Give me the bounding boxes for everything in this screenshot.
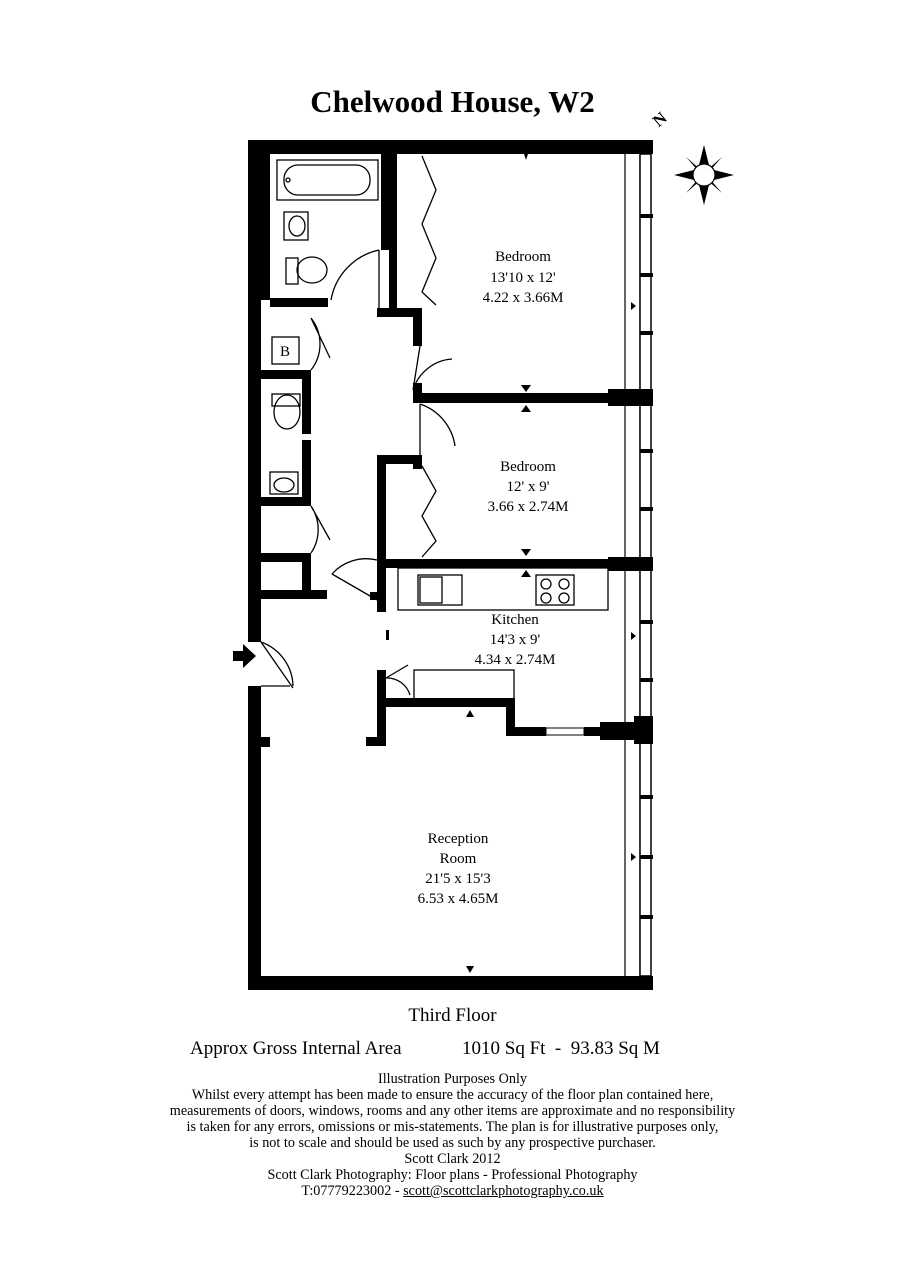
compass-rose-icon (674, 145, 734, 205)
wardrobe-door (422, 156, 436, 305)
kitchen-unit-door (386, 665, 410, 695)
hob-ring (559, 593, 569, 603)
room-size-imperial: 13'10 x 12' (490, 270, 556, 286)
room-size-metric: 3.66 x 2.74M (487, 499, 569, 515)
marker (521, 549, 531, 556)
column (608, 389, 653, 406)
window-mullion (640, 449, 653, 453)
marker (521, 385, 531, 392)
kitchen-wall-lower (584, 727, 604, 736)
area-value: 1010 Sq Ft - 93.83 Sq M (462, 1038, 660, 1059)
hob-ring (559, 579, 569, 589)
wardrobe-wall (389, 154, 397, 312)
kitchen-wall (386, 559, 608, 568)
bedroom1-wall (413, 308, 422, 346)
bedroom2-wall (413, 455, 422, 469)
room-size-imperial: 21'5 x 15'3 (425, 871, 491, 887)
marker (631, 632, 636, 640)
entrance-arrow-icon (233, 644, 256, 668)
window-mullion (640, 620, 653, 624)
entrance-wall (261, 737, 270, 747)
bedroom2-wall (377, 455, 386, 600)
wc-door (311, 506, 330, 553)
area-label: Approx Gross Internal Area (190, 1038, 402, 1059)
wall-left-upper (248, 140, 261, 642)
compass-label: N (648, 108, 671, 131)
window-mullion (640, 331, 653, 335)
wall-top (248, 140, 653, 154)
boiler-label: B (279, 344, 291, 360)
bath-inner (284, 165, 370, 195)
plan-title: Chelwood House, W2 (310, 84, 595, 119)
marker (521, 570, 531, 577)
window-mullion (640, 678, 653, 682)
room-size-imperial: 12' x 9' (506, 479, 550, 495)
room-size-metric: 4.22 x 3.66M (482, 290, 564, 306)
kitchen-wall (377, 590, 386, 612)
marker (466, 966, 474, 973)
bathroom-wall-bottom (270, 298, 328, 307)
wall-left-lower (248, 686, 261, 990)
bathroom-wall-right (381, 154, 389, 250)
kitchen-window (546, 728, 584, 735)
kitchen-wall-lower (386, 698, 506, 707)
email-link[interactable]: scott@scottclarkphotography.co.uk (403, 1183, 604, 1199)
marker (631, 853, 636, 861)
sink (418, 575, 462, 605)
kitchen-wall-lower (506, 727, 546, 736)
marker (631, 302, 636, 310)
room-label-bedroom1 (483, 249, 564, 306)
floor-name: Third Floor (408, 1005, 497, 1026)
toilet (297, 257, 327, 283)
bathroom-wall-left (261, 154, 270, 300)
marker (386, 630, 389, 640)
bedroom-divider (413, 393, 608, 403)
window-mullion (640, 795, 653, 799)
cupboard-door (311, 318, 330, 370)
hob-ring (541, 593, 551, 603)
room-name: Bedroom (500, 459, 556, 475)
room-size-imperial: 14'3 x 9' (489, 632, 541, 648)
toilet (274, 395, 300, 429)
window-mullion (640, 855, 653, 859)
room-label-reception (418, 831, 499, 907)
window-mullion (640, 507, 653, 511)
disclaimer-line: Whilst every attempt has been made to ensure the accuracy of the floor plan contained here, (191, 1087, 714, 1103)
window-mullion (640, 214, 653, 218)
room-label-kitchen (475, 612, 556, 668)
disclaimer (0, 1071, 905, 1199)
toilet-cistern (286, 258, 298, 284)
wc-wall (302, 440, 311, 506)
wardrobe-door (422, 466, 436, 557)
company-line: Scott Clark Photography: Floor plans - Professional Photography (267, 1167, 638, 1183)
disclaimer-heading: Illustration Purposes Only (378, 1071, 527, 1087)
room-size-metric: 4.34 x 2.74M (474, 652, 556, 668)
window-mullion (640, 915, 653, 919)
bedroom2-door (420, 404, 455, 455)
marker (521, 405, 531, 412)
room-name: Room (439, 851, 477, 867)
basin-bowl (274, 478, 294, 492)
room-label-bedroom2 (488, 459, 569, 515)
marker (524, 154, 528, 160)
disclaimer-line: is not to scale and should be used as such by any prospective purchaser. (249, 1135, 656, 1151)
room-name: Reception (427, 831, 489, 847)
kitchen-unit (414, 670, 514, 700)
entrance-door (261, 642, 293, 688)
column (634, 716, 653, 744)
wall-bottom (248, 976, 653, 990)
basin-bowl (289, 216, 305, 236)
hob-ring (541, 579, 551, 589)
kitchen-wall-lower (377, 670, 386, 746)
copyright: Scott Clark 2012 (404, 1151, 501, 1167)
disclaimer-line: is taken for any errors, omissions or mis-statements. The plan is for illustrative purposes only, (186, 1119, 719, 1135)
bath-drain (286, 178, 290, 182)
interior-walls (261, 154, 608, 747)
marker (466, 710, 474, 717)
kitchen-wall-lower (366, 737, 386, 746)
room-name: Kitchen (491, 612, 539, 628)
phone: T:07779223002 - (301, 1183, 404, 1199)
cupboard-wall (261, 590, 327, 599)
kitchen-worktop (398, 568, 608, 610)
sink-bowl (420, 577, 442, 603)
window-mullion (640, 273, 653, 277)
room-size-metric: 6.53 x 4.65M (417, 891, 499, 907)
disclaimer-line: measurements of doors, windows, rooms and any other items are approximate and no responsibility (169, 1103, 736, 1119)
room-name: Bedroom (495, 249, 551, 265)
contact-line (0, 1183, 905, 1199)
bathroom-door (331, 250, 379, 312)
cupboard-wall (302, 370, 311, 434)
fixtures (270, 156, 608, 700)
column (608, 557, 653, 571)
